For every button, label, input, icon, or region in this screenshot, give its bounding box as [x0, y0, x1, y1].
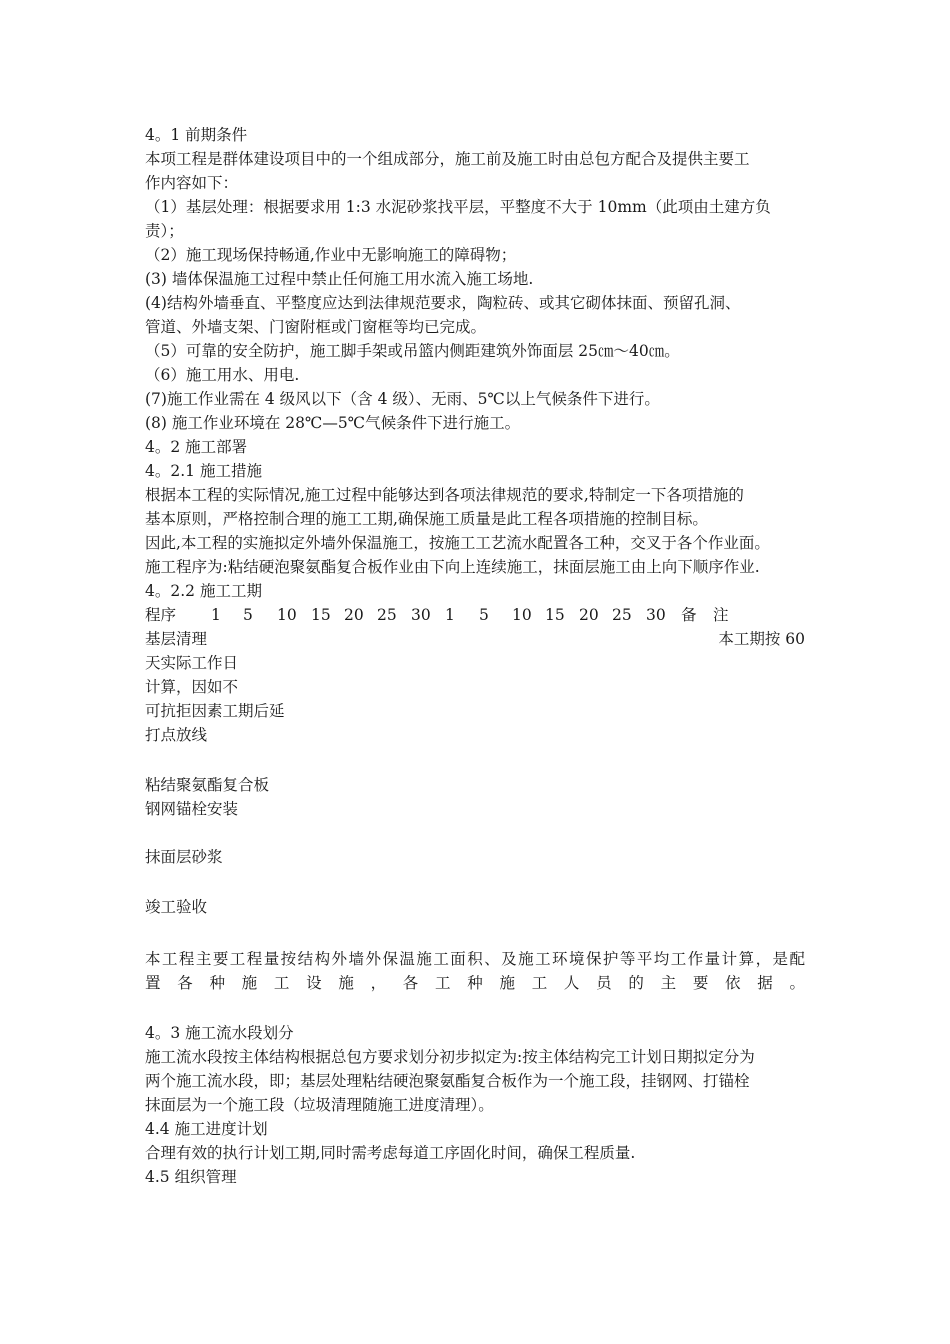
schedule-header-cell: 5 [243, 606, 253, 624]
schedule-header-cell: 5 [479, 606, 489, 624]
schedule-note-line: 可抗拒因素工期后延 [145, 702, 285, 720]
heading-4-1: 4。1 前期条件 [145, 126, 248, 144]
schedule-header-cell: 程序 [145, 606, 177, 624]
list-item-7: (7)施工作业需在 4 级风以下（含 4 级）、无雨、5℃以上气候条件下进行。 [145, 390, 660, 408]
heading-4-2-2: 4。2.2 施工工期 [145, 582, 262, 600]
paragraph-line: 作内容如下： [145, 174, 239, 192]
schedule-header-cell: 15 [311, 606, 331, 624]
paragraph-line-justified: 置各种施工设施，各工种施工人员的主要依据。 [145, 974, 805, 992]
list-item-6: （6）施工用水、用电. [145, 366, 300, 384]
schedule-note-line: 计算，因如不 [145, 678, 239, 696]
paragraph-line: 本工程主要工程量按结构外墙外保温施工面积、及施工环境保护等平均工作量计算，是配 [145, 950, 805, 968]
schedule-header-cell: 注 [713, 606, 729, 624]
paragraph-line: 因此,本工程的实施拟定外墙外保温施工，按施工工艺流水配置各工种，交叉于各个作业面。 [145, 534, 770, 552]
heading-4-5: 4.5 组织管理 [145, 1168, 237, 1186]
paragraph-line: 根据本工程的实际情况,施工过程中能够达到各项法律规范的要求,特制定一下各项措施的 [145, 486, 744, 504]
schedule-header-cell: 25 [612, 606, 632, 624]
schedule-header-cell: 1 [211, 606, 221, 624]
schedule-header-cell: 25 [377, 606, 397, 624]
schedule-row [145, 628, 805, 650]
schedule-header-cell: 1 [445, 606, 455, 624]
paragraph-line: 两个施工流水段，即；基层处理粘结硬泡聚氨酯复合板作为一个施工段，挂钢网、打锚栓 [145, 1072, 750, 1090]
schedule-header-row [145, 604, 805, 626]
schedule-header-cell: 10 [512, 606, 532, 624]
schedule-header-cell: 30 [646, 606, 666, 624]
schedule-header-cell: 30 [411, 606, 431, 624]
schedule-step-label: 竣工验收 [145, 898, 208, 916]
schedule-step-label: 打点放线 [145, 726, 208, 744]
schedule-step-label: 粘结聚氨酯复合板 [145, 776, 270, 794]
list-item-8: (8) 施工作业环境在 28℃—5℃气候条件下进行施工。 [145, 414, 521, 432]
list-item-2: （2）施工现场保持畅通,作业中无影响施工的障碍物； [145, 246, 517, 264]
schedule-header-cell: 15 [545, 606, 565, 624]
list-item-4-cont: 管道、外墙支架、门窗附框或门窗框等均已完成。 [145, 318, 487, 336]
list-item-1-cont: 责）； [145, 222, 184, 240]
heading-4-3: 4。3 施工流水段划分 [145, 1024, 294, 1042]
heading-4-2: 4。2 施工部署 [145, 438, 248, 456]
paragraph-line: 基本原则，严格控制合理的施工工期,确保施工质量是此工程各项措施的控制目标。 [145, 510, 708, 528]
paragraph-line: 施工流水段按主体结构根据总包方要求划分初步拟定为:按主体结构完工计划日期拟定分为 [145, 1048, 755, 1066]
list-item-4: (4)结构外墙垂直、平整度应达到法律规范要求，陶粒砖、或其它砌体抹面、预留孔洞、 [145, 294, 741, 312]
schedule-note: 本工期按 60 [718, 630, 805, 648]
heading-4-2-1: 4。2.1 施工措施 [145, 462, 262, 480]
heading-4-4: 4.4 施工进度计划 [145, 1120, 268, 1138]
schedule-step-label: 基层清理 [145, 630, 208, 648]
schedule-header-cell: 20 [344, 606, 364, 624]
schedule-header-cell: 20 [579, 606, 599, 624]
schedule-step-label: 抹面层砂浆 [145, 848, 223, 866]
paragraph-line: 抹面层为一个施工段（垃圾清理随施工进度清理）。 [145, 1096, 494, 1114]
list-item-3: (3) 墙体保温施工过程中禁止任何施工用水流入施工场地. [145, 270, 534, 288]
paragraph-line: 施工程序为:粘结硬泡聚氨酯复合板作业由下向上连续施工，抹面层施工由上向下顺序作业. [145, 558, 760, 576]
paragraph-line: 合理有效的执行计划工期,同时需考虑每道工序固化时间，确保工程质量. [145, 1144, 636, 1162]
schedule-header-cell: 10 [277, 606, 297, 624]
schedule-note-line: 天实际工作日 [145, 654, 239, 672]
schedule-header-cell: 备 [681, 606, 697, 624]
list-item-5: （5）可靠的安全防护，施工脚手架或吊篮内侧距建筑外饰面层 25㎝～40㎝。 [145, 342, 680, 360]
list-item-1: （1）基层处理：根据要求用 1:3 水泥砂浆找平层，平整度不大于 10mm（此项由土建方负 [145, 198, 771, 216]
schedule-step-label: 钢网锚栓安装 [145, 800, 239, 818]
paragraph-line: 本项工程是群体建设项目中的一个组成部分，施工前及施工时由总包方配合及提供主要工 [145, 150, 750, 168]
